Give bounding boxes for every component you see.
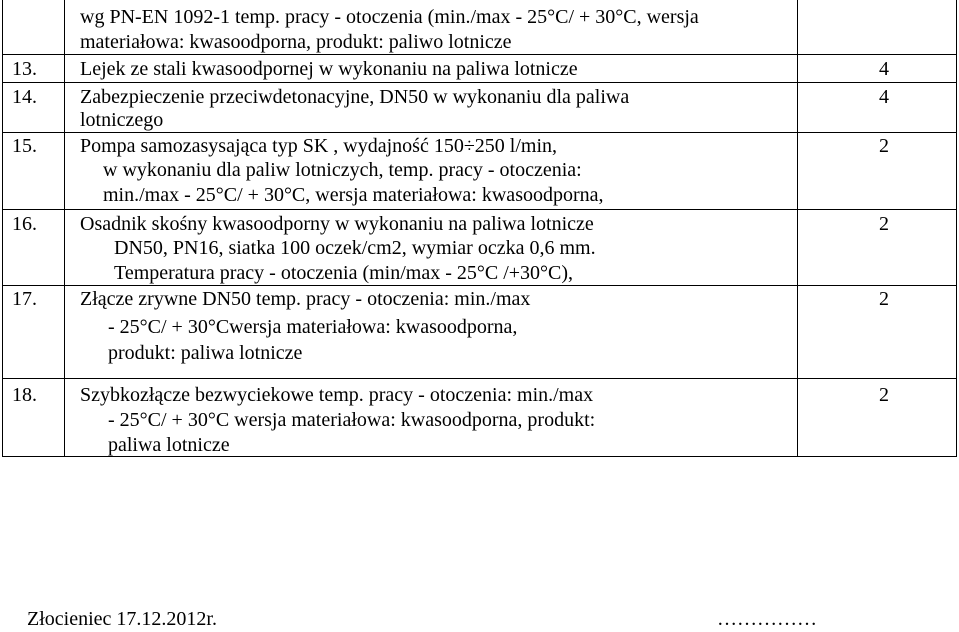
row-divider: [2, 209, 957, 210]
items-table: [2, 0, 957, 457]
row-divider: [2, 82, 957, 83]
row-number: 14.: [12, 86, 37, 108]
row-quantity: 2: [879, 384, 889, 406]
table-border-left: [2, 0, 3, 457]
signature-line: ……………: [717, 608, 817, 630]
row-text-line: - 25°C/ + 30°C wersja materiałowa: kwasoodporna, produkt:: [108, 409, 596, 431]
row-text-line: Szybkozłącze bezwyciekowe temp. pracy - otoczenia: min./max: [80, 384, 594, 406]
row-number: 17.: [12, 288, 37, 310]
row-number: 15.: [12, 135, 37, 157]
row-quantity: 2: [879, 213, 889, 235]
row-text-line: Temperatura pracy - otoczenia (min/max - 25°C /+30°C),: [114, 262, 574, 284]
table-border-right: [956, 0, 957, 457]
row-text-line: lotniczego: [80, 109, 164, 131]
row-text-line: wg PN-EN 1092-1 temp. pracy - otoczenia (min./max - 25°C/ + 30°C, wersja: [80, 6, 699, 28]
row-text-line: min./max - 25°C/ + 30°C, wersja materiałowa: kwasoodporna,: [103, 184, 604, 206]
row-quantity: 2: [879, 288, 889, 310]
row-text-line: paliwa lotnicze: [108, 434, 230, 456]
row-divider: [2, 378, 957, 379]
row-text-line: w wykonaniu dla paliw lotniczych, temp. pracy - otoczenia:: [103, 159, 582, 181]
row-text-line: produkt: paliwa lotnicze: [108, 342, 303, 364]
row-text-line: Złącze zrywne DN50 temp. pracy - otoczenia: min./max: [80, 288, 531, 310]
row-number: 13.: [12, 58, 37, 80]
row-quantity: 4: [879, 58, 889, 80]
row-text-line: Pompa samozasysająca typ SK , wydajność 150÷250 l/min,: [80, 135, 558, 157]
row-text-line: Zabezpieczenie przeciwdetonacyjne, DN50 w wykonaniu dla paliwa: [80, 86, 630, 108]
column-divider-1: [64, 0, 65, 457]
place-and-date: Złocieniec 17.12.2012r.: [27, 608, 217, 630]
row-number: 16.: [12, 213, 37, 235]
row-text-line: materiałowa: kwasoodporna, produkt: paliwo lotnicze: [80, 31, 512, 53]
row-quantity: 4: [879, 86, 889, 108]
row-number: 18.: [12, 384, 37, 406]
row-text-line: DN50, PN16, siatka 100 oczek/cm2, wymiar oczka 0,6 mm.: [114, 237, 596, 259]
row-text-line: Osadnik skośny kwasoodporny w wykonaniu na paliwa lotnicze: [80, 213, 594, 235]
row-text-line: - 25°C/ + 30°Cwersja materiałowa: kwasoodporna,: [108, 316, 518, 338]
row-text-line: Lejek ze stali kwasoodpornej w wykonaniu na paliwa lotnicze: [80, 58, 578, 80]
row-quantity: 2: [879, 135, 889, 157]
column-divider-2: [797, 0, 798, 457]
